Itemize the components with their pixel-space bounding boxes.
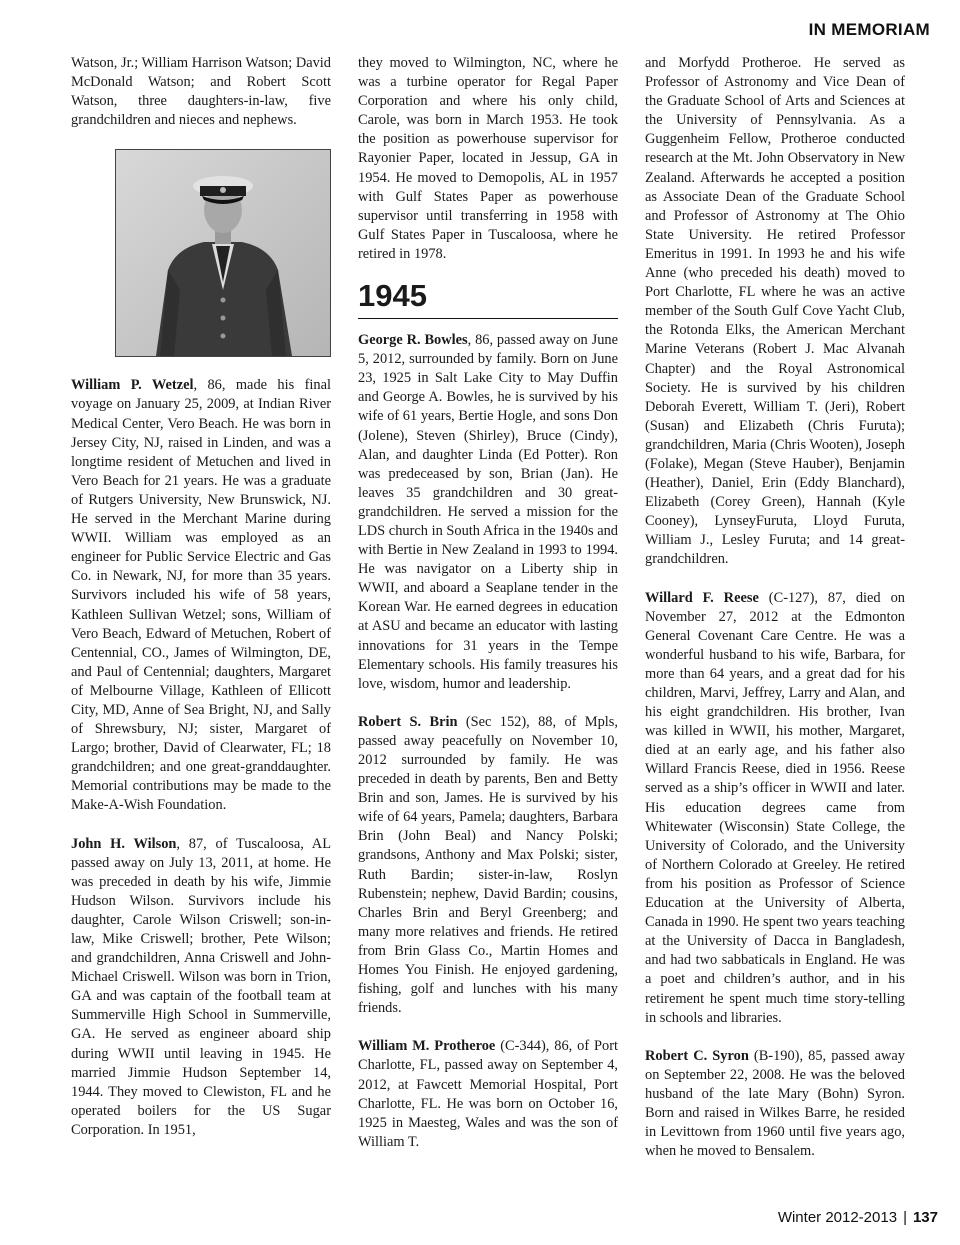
obituary-text: (Sec 152), 88, of Mpls, passed away peacefully on November 10, 2012 surrounded by family. He was preceded in death by parents, Ben and Betty Brin and son, James. He is survived by his wife of 64 years, Pamela; daughters, Barbara Brin (John Beal) and Nancy Polski; grandsons, Anthony and Max Polski; sister, Ruth Bardin; sister-in-law, Roslyn Rubenstein; nephew, David Bardin; cousins, Charles Brin and Beryl Greenberg; and many more relatives and friends. He retired from Brin Glass Co., Martin Homes and Homes You Finish. He enjoyed gardening, fishing, golf and lunches with his many friends. <box>358 713 618 1017</box>
obituary-name: William P. Wetzel <box>71 377 194 394</box>
obituary-text: (C-127), 87, died on November 27, 2012 at the Edmonton General Covenant Care Centre. He was a wonderful husband to his wife, Barbara, for more than 64 years, and a great dad for his children, Marvi, Jeffrey, Larry and Alan, and his eight grandchildren. His brother, Ivan was killed in WWII, his mother, Margaret, died at an early age, and his father also Willard Francis Reese, died in 1956. Reese served as a ship’s officer in WWII and later. His education degrees came from Whitewater (Wisconsin) State College, the University of Colorado, and the University of Northern Colorado at Greeley. He retired from his position as Professor of Science Education at the University of Alberta, Canada in 1990. He spent two years teaching at the University of Dacca in Bangladesh, and had two sabbaticals in England. He was a poet and children’s author, and in his retirement he spent much time story-telling in schools and libraries. <box>645 589 905 1026</box>
obituary-name: William M. Protheroe <box>358 1038 496 1055</box>
obituary-brin <box>358 713 618 1019</box>
obituary-text: (C-344), 86, of Port Charlotte, FL, passed away on September 4, 2012, at Fawcett Memorial Hospital, Port Charlotte, FL. He was born on October 16, 1925 in Maesteg, Wales and was the son of William T. <box>358 1038 619 1150</box>
page-footer <box>778 1209 938 1226</box>
column-3 <box>645 54 905 1161</box>
year-heading: 1945 <box>358 278 618 319</box>
issue-label: Winter 2012-2013 <box>777 1209 898 1226</box>
obituary-continuation: and Morfydd Protheroe. He served as Professor of Astronomy and Vice Dean of the Graduate School of Arts and Sciences at the University of Pennsylvania. As a Guggenheim Fellow, Protheroe conducted research at the Mt. John Observatory in New Zealand. Afterwards he accepted a position as Associate Dean of the Graduate School and Professor of Astronomy at The Ohio State University. He retired Professor Emeritus in 1991. In 1993 he and his wife Anne (who preceded his death) moved to Port Charlotte, FL where he was an active member of the South Gulf Cove Yacht Club, the Rotonda Elks, the American Merchant Marine Veterans (Robert J. Mac Alvanah Chapter) and the Royal Astronomical Society. He is survived by his children Deborah Everett, William T. (Jeri), Robert (Susan) and Elizabeth (Chris Furuta); grandchildren, Maria (Chris Wooten), Joseph (Folake), Megan (Steve Hauber), Benjamin (Heather), Daniel, Erin (Eddy Blanchard), Elizabeth (Corey Green), Hannah (Kyle Cooney), LynseyFuruta, Lloyd Furuta, William J., Lesley Furuta; and 14 great-grandchildren. <box>645 55 905 568</box>
obituary-wetzel <box>71 376 331 815</box>
obituary-bowles <box>358 331 618 694</box>
obituary-name: John H. Wilson <box>71 835 177 852</box>
footer-separator: | <box>903 1209 907 1226</box>
obituary-continuation: they moved to Wilmington, NC, where he was a turbine operator for Regal Paper Corporation and where his only child, Carole, was born in March 1953. He took the position as powerhouse supervisor for Rayonier Paper, located in Jessup, GA in 1954. He moved to Demopolis, AL in 1957 with Gulf States Paper as powerhouse supervisor until transferring in 1958 with Gulf States Paper in Tuscaloosa, where he retired in 1978. <box>358 55 618 262</box>
obituary-reese <box>645 589 905 1028</box>
obituary-syron <box>645 1047 905 1162</box>
obituary-wilson <box>71 835 331 1141</box>
obituary-text: , 86, passed away on June 5, 2012, surrounded by family. Born on June 23, 1925 in Salt Lake City to May Duffin and George A. Bowles, he is survived by his wife of 61 years, Bertie Hogle, and sons Don (Jolene), Steven (Shirley), Bruce (Cindy), Alan, and daughter Linda (Ed Potter). Ron was predeceased by son, Brian (Jan). He leaves 35 grandchildren and 30 great-grandchildren. He served a mission for the LDS church in South Africa in the 1940s and with Bertie in New Zealand in 1993 to 1994. He was navigator on a Liberty ship in WWII, and aboard a Seaplane tender in the Korean War. He earned degrees in education at ASU and became an educator with lasting innovations for 31 years in the Tempe Elementary schools. His family treasures his love, wisdom, humor and leadership. <box>358 332 618 692</box>
obituary-text: (B-190), 85, passed away on September 22, 2008. He was the beloved husband of the late Mary (Bohn) Syron. Born and raised in Wilkes Barre, he resided in Levittown from 1960 until five years ago, when he moved to Bensalem. <box>645 1047 905 1160</box>
column-2 <box>358 54 618 1152</box>
obituary-continuation: Watson, Jr.; William Harrison Watson; David McDonald Watson; and Robert Scott Watson, three daughters-in-law, five grandchildren and nieces and nephews. <box>71 55 331 129</box>
obituary-text: , 87, of Tuscaloosa, AL passed away on July 13, 2011, at home. He was preceded in death by his wife, Jimmie Hudson Wilson. Survivors include his daughter, Carole Wilson Criswell; son-in-law, Mike Criswell; brother, Pete Wilson; and grandchildren, Anna Criswell and John-Michael Criswell. Wilson was born in Trion, GA and was captain of the football team at Summerville High School in Summerville, GA. He served as engineer aboard ship during WWII until leaving in 1945. He married Jimmie Hudson September 14, 1944. They moved to Clewiston, FL and he operated boilers for the US Sugar Corporation. In 1951, <box>71 835 331 1138</box>
obituary-protheroe <box>358 1037 618 1152</box>
naval-officer-portrait-image <box>116 150 330 356</box>
obituary-name: Robert C. Syron <box>645 1047 749 1064</box>
portrait-photo <box>115 149 331 357</box>
obituary-name: George R. Bowles <box>358 332 468 349</box>
obituary-name: Robert S. Brin <box>358 713 458 730</box>
obituary-text: , 86, made his final voyage on January 25, 2009, at Indian River Medical Center, Vero Beach. He was born in Jersey City, NJ, raised in Linden, and was a longtime resident of Metuchen and lived in Vero Beach for 21 years. He was a graduate of Rutgers University, New Brunswick, NJ. He served in the Merchant Marine during WWII. William was employed as an engineer for Public Service Electric and Gas Co. in Newark, NJ, for more than 35 years. Survivors included his wife of 58 years, Kathleen Sullivan Wetzel; sons, William of Vero Beach, Edward of Metuchen, Robert of Centennial, CO., James of Wilmington, DE, and Paul of Centennial; daughters, Margaret of Melbourne Village, Kathleen of Ellicott City, MD, Anne of Sea Bright, NJ, and Sally of Shrewsbury, NJ; sister, Margaret of Largo; brother, David of Clearwater, FL; 18 grandchildren; and one great-granddaughter. Memorial contributions may be made to the Make-A-Wish Foundation. <box>71 377 331 814</box>
obituary-name: Willard F. Reese <box>645 589 759 606</box>
page-number: 137 <box>912 1209 938 1226</box>
column-1 <box>71 54 331 1140</box>
section-title: IN MEMORIAM <box>808 20 930 39</box>
